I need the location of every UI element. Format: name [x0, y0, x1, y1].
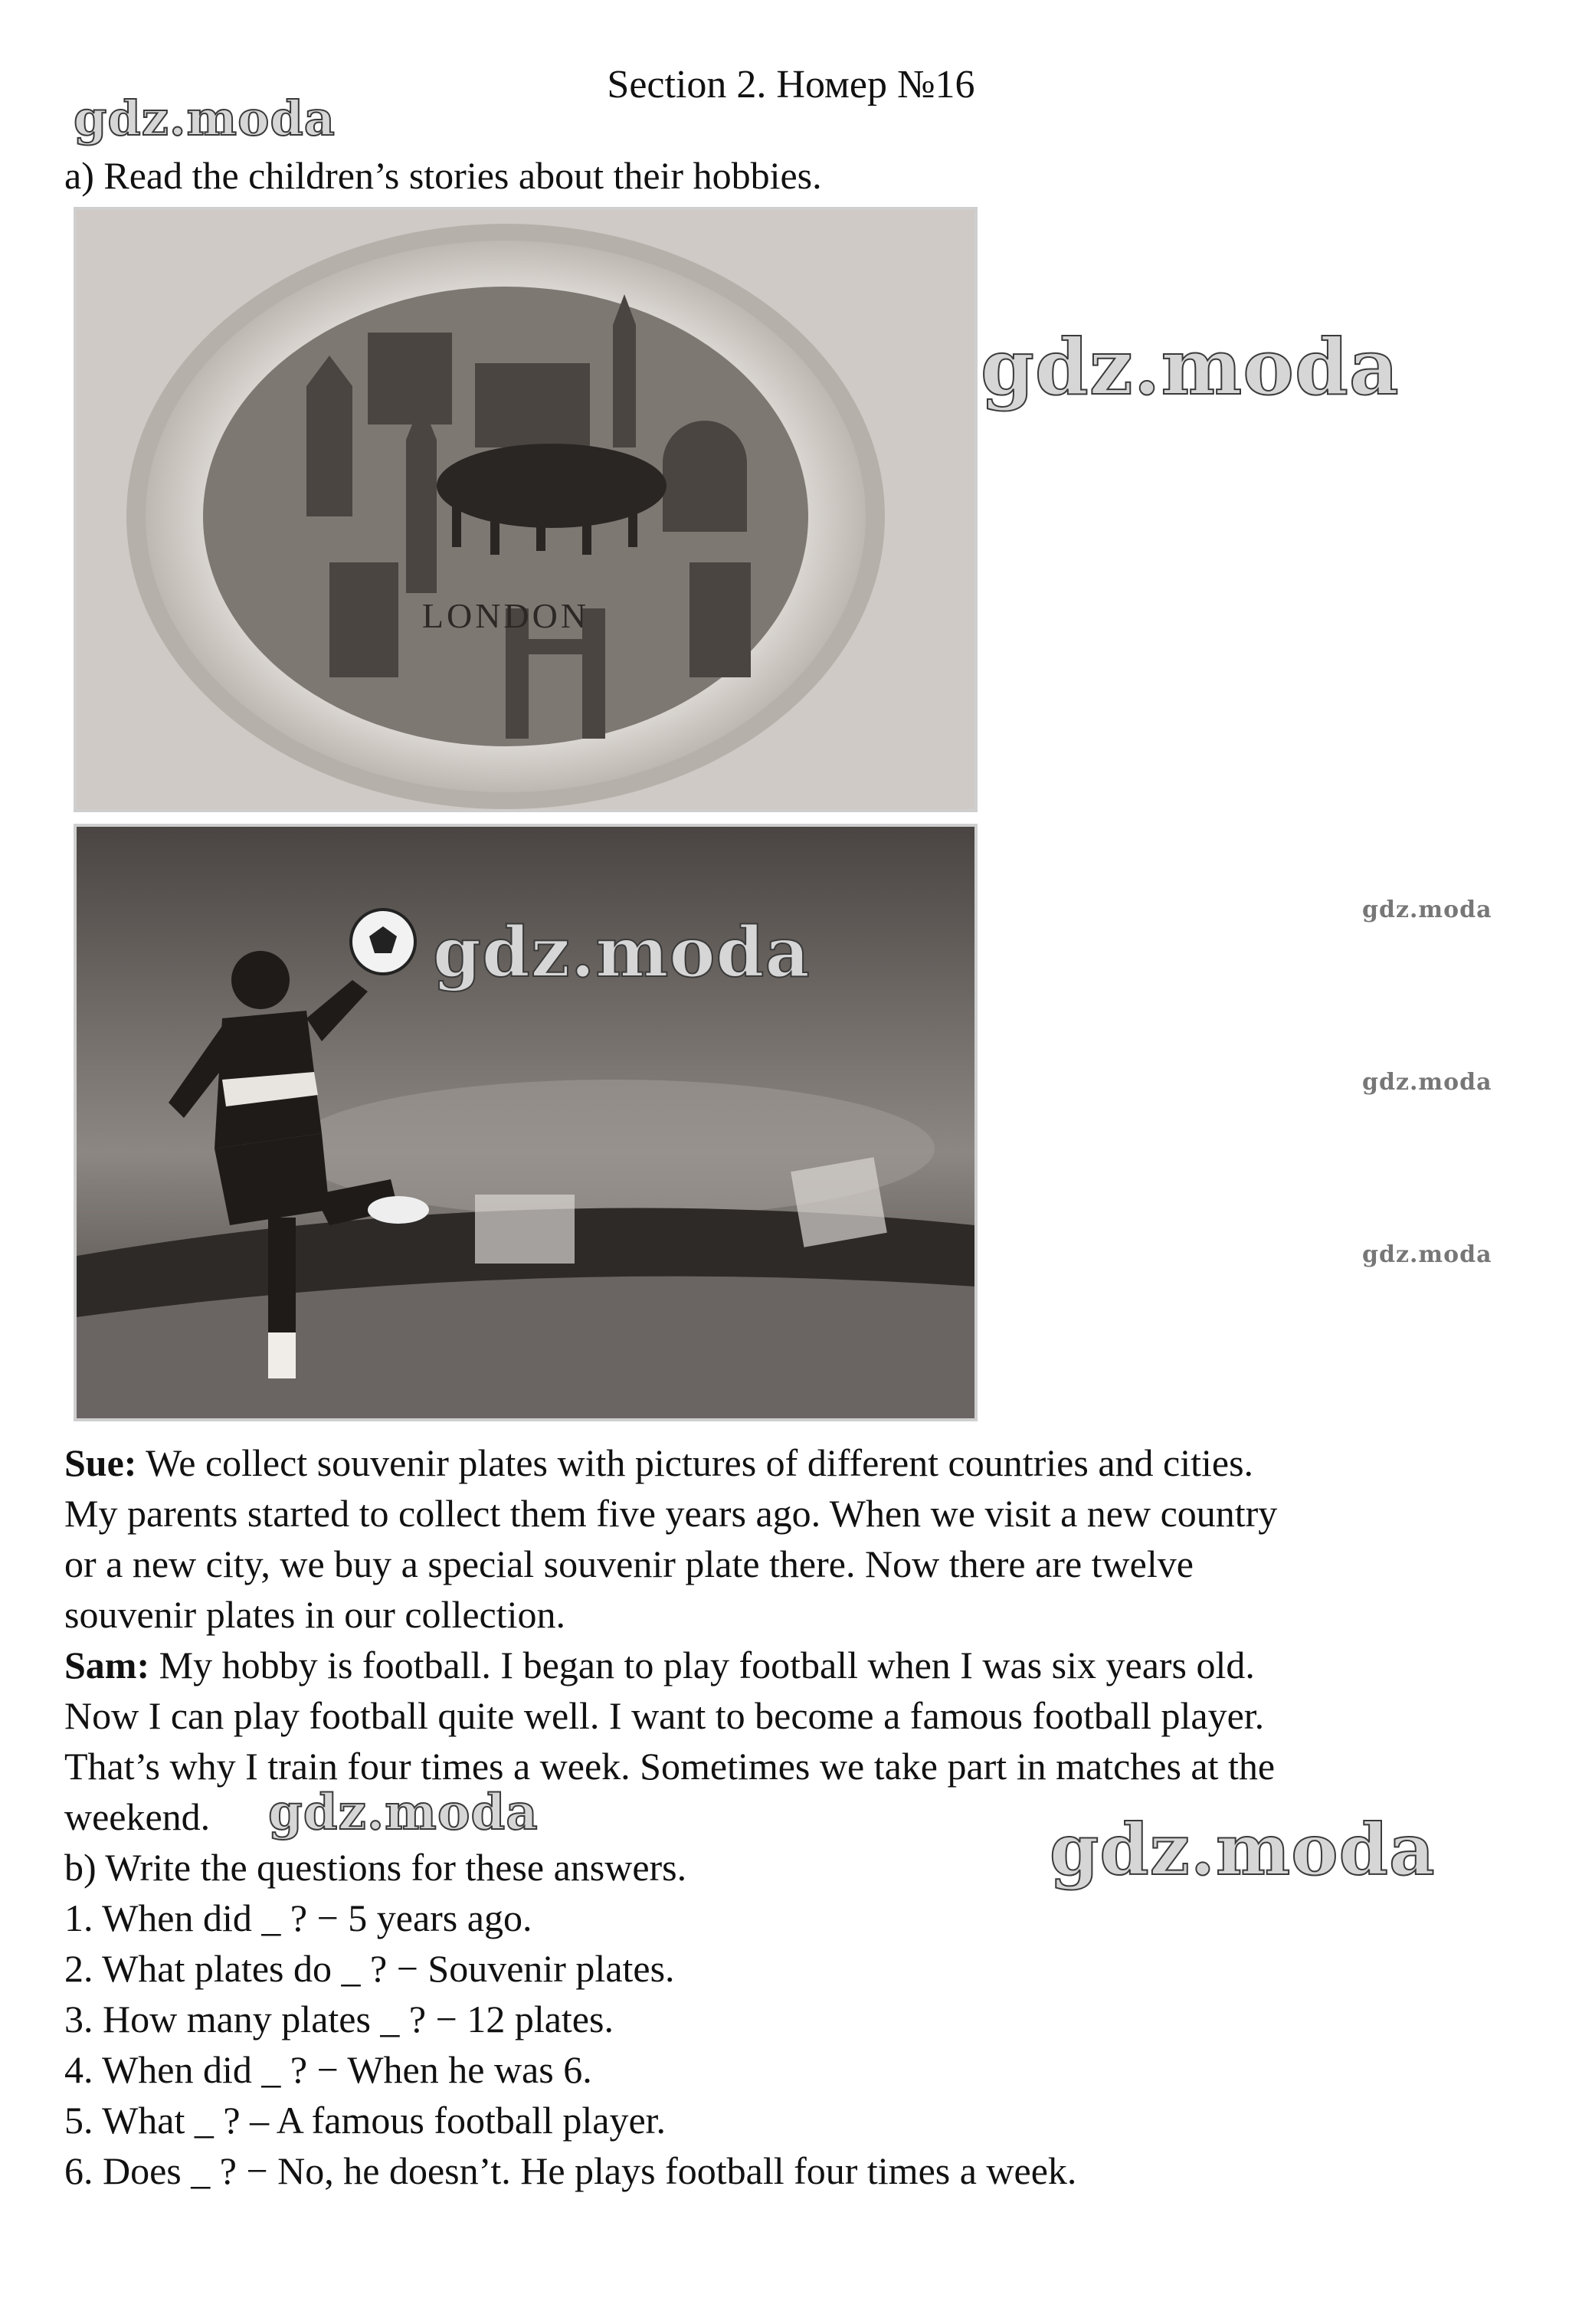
task-b-instruction: b) Write the questions for these answers. [64, 1846, 687, 1889]
question-item-3: 3. How many plates _ ? − 12 plates. [64, 1998, 614, 2040]
sue-story-line-3: or a new city, we buy a special souvenir plate there. Now there are twelve [64, 1542, 1194, 1585]
watermark: gdz.moda [268, 1784, 539, 1841]
question-item-1: 1. When did _ ? − 5 years ago. [64, 1896, 532, 1939]
sam-story-line-1: Sam: My hobby is football. I began to play football when I was six years old. [64, 1644, 1255, 1686]
watermark: gdz.moda [1362, 896, 1492, 923]
sam-story-line-3: That’s why I train four times a week. Sometimes we take part in matches at the [64, 1745, 1276, 1788]
london-plate-photo [74, 207, 978, 812]
london-souvenir-plate-photo [77, 210, 974, 809]
sue-story-line-1: Sue: We collect souvenir plates with pictures of different countries and cities. [64, 1441, 1254, 1484]
plate-caption: LONDON [421, 596, 590, 635]
watermark: gdz.moda [1362, 1069, 1492, 1096]
watermark: gdz.moda [1050, 1808, 1436, 1891]
task-a-instruction: a) Read the children’s stories about their hobbies. [64, 154, 822, 197]
question-item-4: 4. When did _ ? − When he was 6. [64, 2048, 592, 2091]
sam-story-line-2: Now I can play football quite well. I want to become a famous football player. [64, 1694, 1265, 1737]
speaker-sue: Sue: [64, 1441, 137, 1484]
sue-story-line-4: souvenir plates in our collection. [64, 1593, 566, 1636]
watermark: gdz.moda [1362, 1241, 1492, 1268]
question-item-2: 2. What plates do _ ? − Souvenir plates. [64, 1947, 675, 1990]
watermark: gdz.moda [74, 90, 336, 146]
question-item-5: 5. What _ ? – A famous football player. [64, 2099, 667, 2142]
watermark: gdz.moda [433, 912, 811, 993]
question-item-6: 6. Does _ ? − No, he doesn’t. He plays football four times a week. [64, 2149, 1077, 2192]
page-title: Section 2. Номер №16 [607, 63, 975, 107]
watermark: gdz.moda [981, 322, 1400, 412]
speaker-sam: Sam: [64, 1644, 150, 1686]
sue-story-line-2: My parents started to collect them five years ago. When we visit a new country [64, 1492, 1278, 1535]
sam-story-line-4: weekend. [64, 1795, 211, 1838]
